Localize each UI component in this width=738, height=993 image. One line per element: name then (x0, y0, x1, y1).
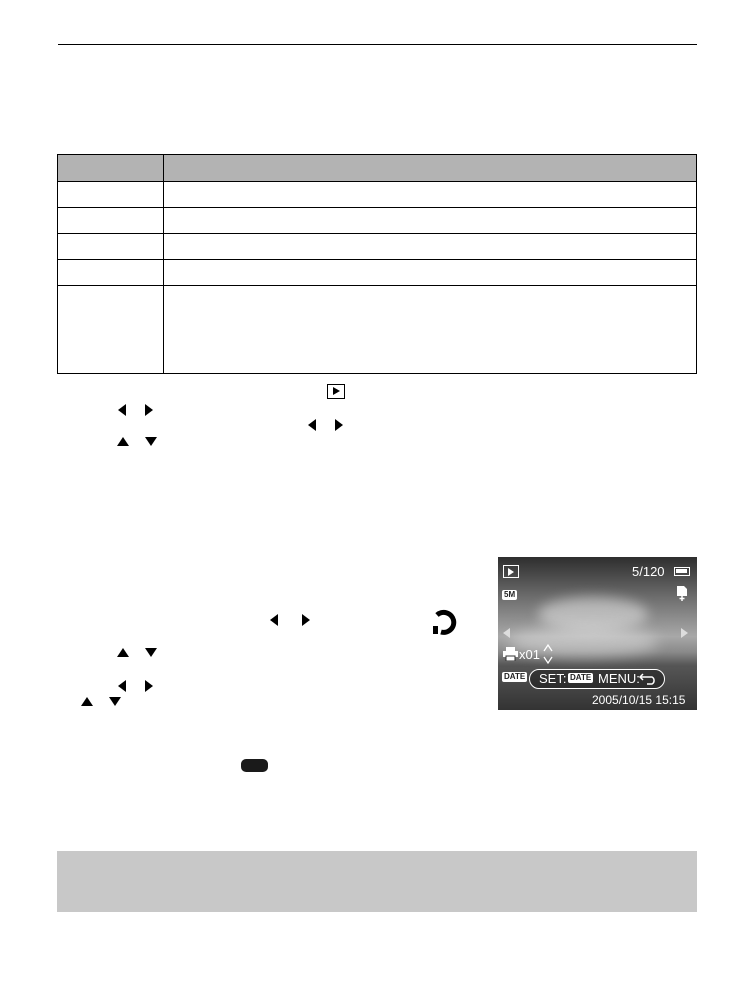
up-arrow-icon (81, 697, 93, 706)
down-arrow-icon (145, 648, 157, 657)
image-counter: 5/120 (632, 564, 665, 579)
up-down-icon (543, 643, 553, 665)
up-arrow-icon (117, 648, 129, 657)
left-arrow-icon (503, 628, 510, 638)
play-icon (503, 565, 519, 578)
down-arrow-icon (145, 437, 157, 446)
note-box (57, 851, 697, 912)
right-arrow-icon (145, 404, 153, 416)
return-icon (639, 673, 659, 685)
right-arrow-icon (145, 680, 153, 692)
header-rule (58, 44, 697, 45)
right-arrow-icon (335, 419, 343, 431)
memory-card-icon (676, 585, 688, 602)
button-key-icon (241, 759, 268, 772)
left-arrow-icon (270, 614, 278, 626)
lcd-preview (498, 557, 697, 710)
table-header-row (58, 155, 697, 182)
left-arrow-icon (118, 404, 126, 416)
left-arrow-icon (118, 680, 126, 692)
lcd-control-bar (529, 669, 665, 689)
right-arrow-icon (302, 614, 310, 626)
set-label: SET: (539, 671, 567, 686)
right-arrow-icon (681, 628, 688, 638)
resolution-badge: 5M (504, 590, 516, 599)
options-table (57, 154, 697, 374)
down-arrow-icon (109, 697, 121, 706)
battery-icon (674, 567, 690, 576)
printer-icon (503, 647, 518, 661)
table-row (58, 182, 697, 208)
table-row (58, 208, 697, 234)
table-row (58, 260, 697, 286)
up-arrow-icon (117, 437, 129, 446)
play-icon (327, 384, 345, 399)
rotate-icon (431, 607, 457, 635)
date-set-badge: DATE (570, 673, 592, 682)
table-row (58, 286, 697, 374)
table-row (58, 234, 697, 260)
menu-label: MENU: (598, 671, 640, 686)
date-badge: DATE (504, 672, 526, 681)
date-time: 2005/10/15 15:15 (592, 693, 686, 707)
left-arrow-icon (308, 419, 316, 431)
copies-count: x01 (519, 647, 540, 662)
